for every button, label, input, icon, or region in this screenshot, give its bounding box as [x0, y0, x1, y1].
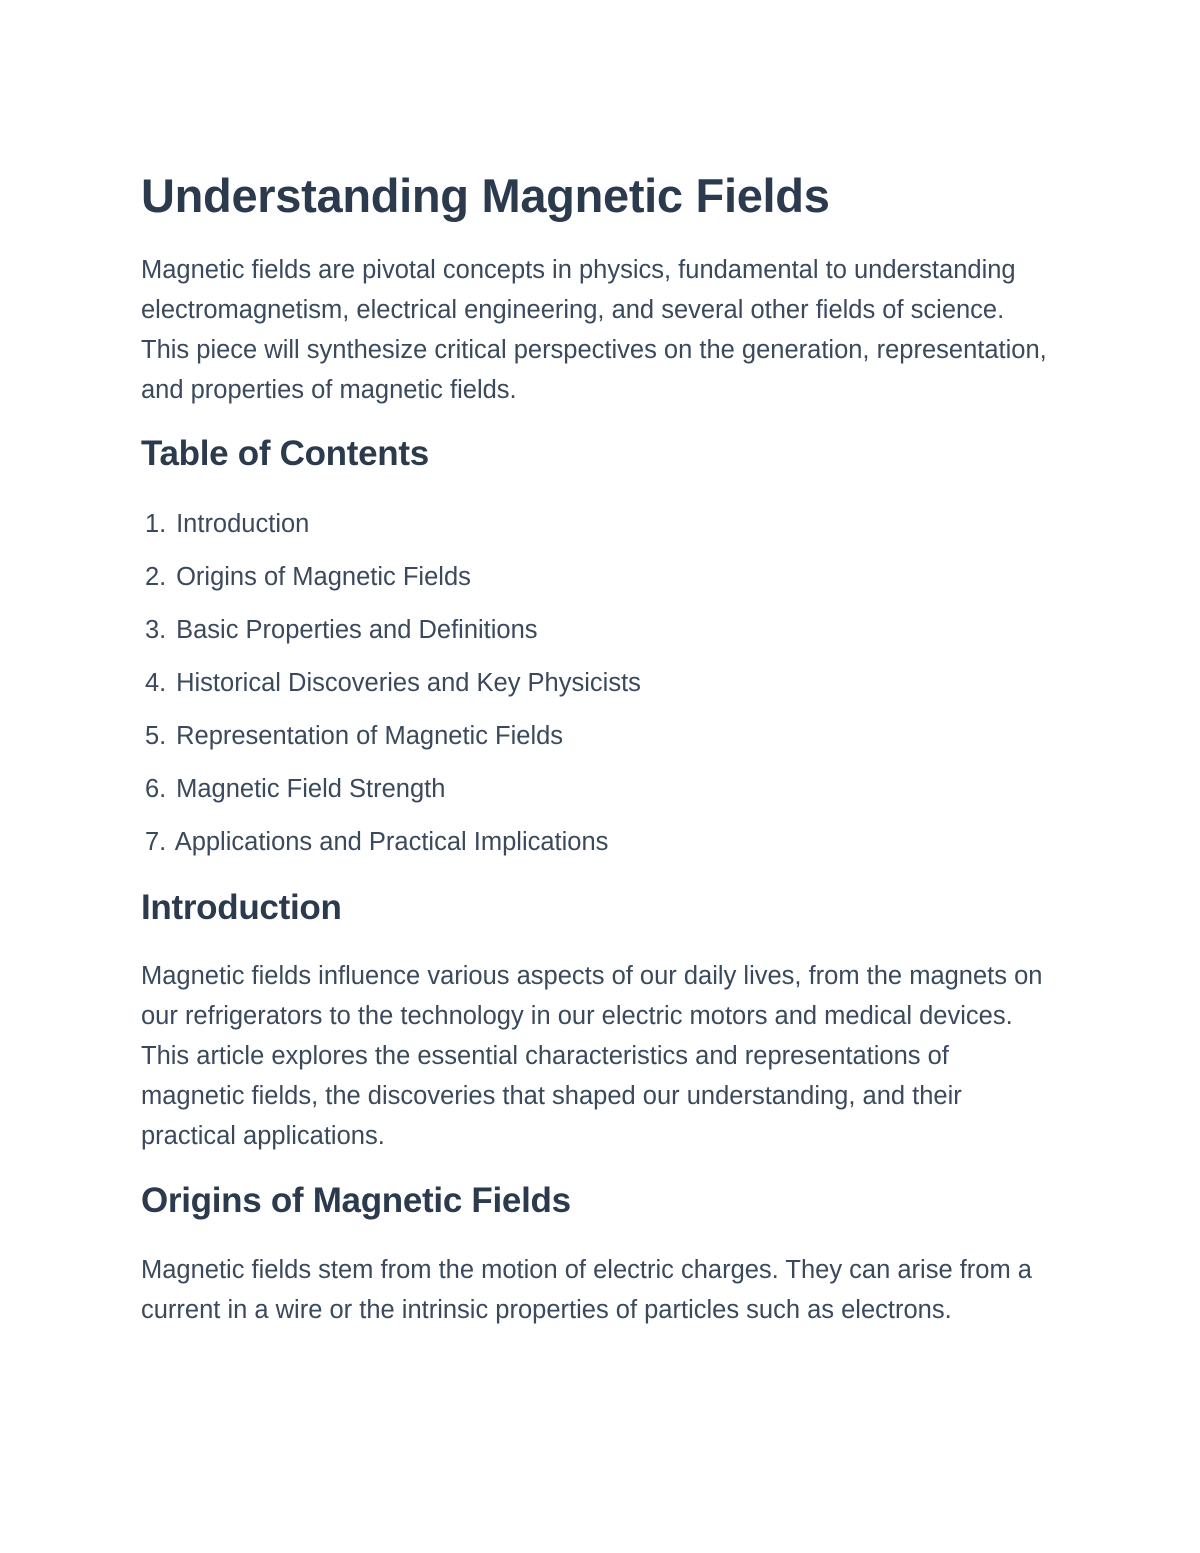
toc-item-label: Basic Properties and Definitions: [176, 616, 538, 644]
section-body-origins: Magnetic fields stem from the motion of electric charges. They can arise from a current in a wire or the intrinsic properties of particles such as electrons.: [141, 1256, 1032, 1324]
toc-item-number: 7.: [145, 828, 167, 856]
table-of-contents: [145, 504, 641, 875]
toc-item-number: 2.: [145, 563, 167, 591]
toc-item-label: Magnetic Field Strength: [176, 775, 446, 803]
toc-item-representation: [145, 716, 641, 769]
toc-heading: Table of Contents: [141, 434, 429, 473]
toc-item-label: Historical Discoveries and Key Physicists: [176, 669, 641, 697]
toc-item-number: 3.: [145, 616, 167, 644]
toc-item-number: 6.: [145, 775, 167, 803]
toc-item-label: Representation of Magnetic Fields: [176, 722, 564, 750]
toc-item-origins: [145, 557, 641, 610]
toc-item-label: Origins of Magnetic Fields: [176, 563, 471, 591]
section-body-introduction: Magnetic fields influence various aspects of our daily lives, from the magnets on our refrigerators to the technology in our electric motors and medical devices. This article explores the essential characteristics and representations of magnetic fields, the discoveries that shaped our understanding, and their practical applications.: [141, 962, 1043, 1150]
toc-item-number: 1.: [145, 510, 167, 538]
toc-item-label: Introduction: [176, 510, 310, 538]
toc-item-number: 5.: [145, 722, 167, 750]
toc-item-applications: [145, 822, 641, 875]
toc-item-historical: [145, 663, 641, 716]
section-heading-introduction: Introduction: [141, 888, 342, 927]
intro-paragraph: Magnetic fields are pivotal concepts in physics, fundamental to understanding electromagnetism, electrical engineering, and several other fields of science. This piece will synthesize critical perspectives on the generation, representation, and properties of magnetic fields.: [141, 256, 1047, 404]
toc-item-label: Applications and Practical Implications: [174, 828, 609, 856]
toc-item-number: 4.: [145, 669, 167, 697]
toc-item-strength: [145, 769, 641, 822]
section-heading-origins: Origins of Magnetic Fields: [141, 1181, 571, 1220]
page-title: Understanding Magnetic Fields: [141, 169, 830, 222]
toc-item-basic-properties: [145, 610, 641, 663]
toc-item-introduction: [145, 504, 641, 557]
